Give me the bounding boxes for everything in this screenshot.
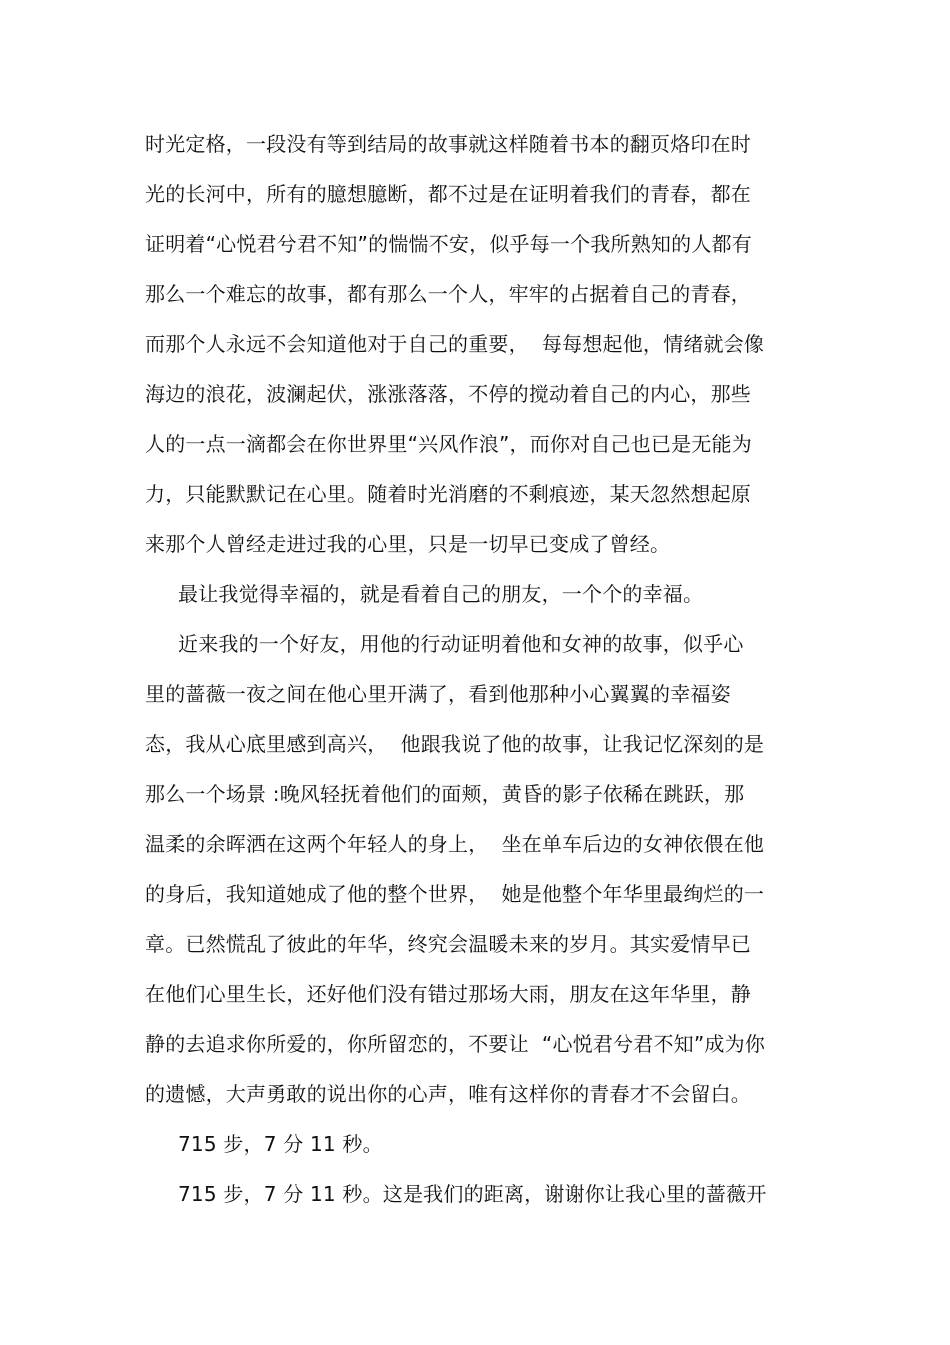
text-line: 里的蔷薇一夜之间在他心里开满了，看到他那种小心翼翼的幸福姿 (145, 682, 731, 706)
text-line: 力，只能默默记在心里。随着时光消磨的不剩痕迹，某天忽然想起原 (145, 482, 751, 506)
text-line: 人的一点一滴都会在你世界里“兴风作浪”，而你对自己也已是无能为 (145, 432, 752, 456)
text-line: 光的长河中，所有的臆想臆断，都不过是在证明着我们的青春，都在 (145, 182, 751, 206)
text-line: 那么一个场景 :晚风轻抚着他们的面颊，黄昏的影子依稀在跳跃，那 (145, 782, 745, 806)
text-line: 的遗憾，大声勇敢的说出你的心声，唯有这样你的青春才不会留白。 (145, 1082, 751, 1106)
text-line: 时光定格，一段没有等到结局的故事就这样随着书本的翻页烙印在时 (145, 132, 751, 156)
text-line: 证明着“心悦君兮君不知”的惴惴不安，似乎每一个我所熟知的人都有 (145, 232, 752, 256)
text-line: 海边的浪花，波澜起伏，涨涨落落，不停的搅动着自己的内心，那些 (145, 382, 751, 406)
text-line: 温柔的余晖洒在这两个年轻人的身上， 坐在单车后边的女神依偎在他 (145, 832, 765, 856)
text-line: 715 步，7 分 11 秒。这是我们的距离，谢谢你让我心里的蔷薇开 (178, 1182, 767, 1206)
text-line: 在他们心里生长，还好他们没有错过那场大雨，朋友在这年华里，静 (145, 982, 751, 1006)
text-line: 那么一个难忘的故事，都有那么一个人，牢牢的占据着自己的青春， (145, 282, 751, 306)
text-line: 态，我从心底里感到高兴， 他跟我说了他的故事，让我记忆深刻的是 (145, 732, 765, 756)
text-line: 最让我觉得幸福的，就是看着自己的朋友，一个个的幸福。 (178, 582, 704, 606)
text-line: 的身后，我知道她成了他的整个世界， 她是他整个年华里最绚烂的一 (145, 882, 765, 906)
text-line: 近来我的一个好友，用他的行动证明着他和女神的故事，似乎心 (178, 632, 744, 656)
text-line: 章。已然慌乱了彼此的年华，终究会温暖未来的岁月。其实爱情早已 (145, 932, 751, 956)
text-line: 静的去追求你所爱的，你所留恋的，不要让 “心悦君兮君不知”成为你 (145, 1032, 766, 1056)
text-line: 来那个人曾经走进过我的心里，只是一切早已变成了曾经。 (145, 532, 671, 556)
text-line: 而那个人永远不会知道他对于自己的重要， 每每想起他，情绪就会像 (145, 332, 765, 356)
text-line: 715 步，7 分 11 秒。 (178, 1132, 383, 1156)
